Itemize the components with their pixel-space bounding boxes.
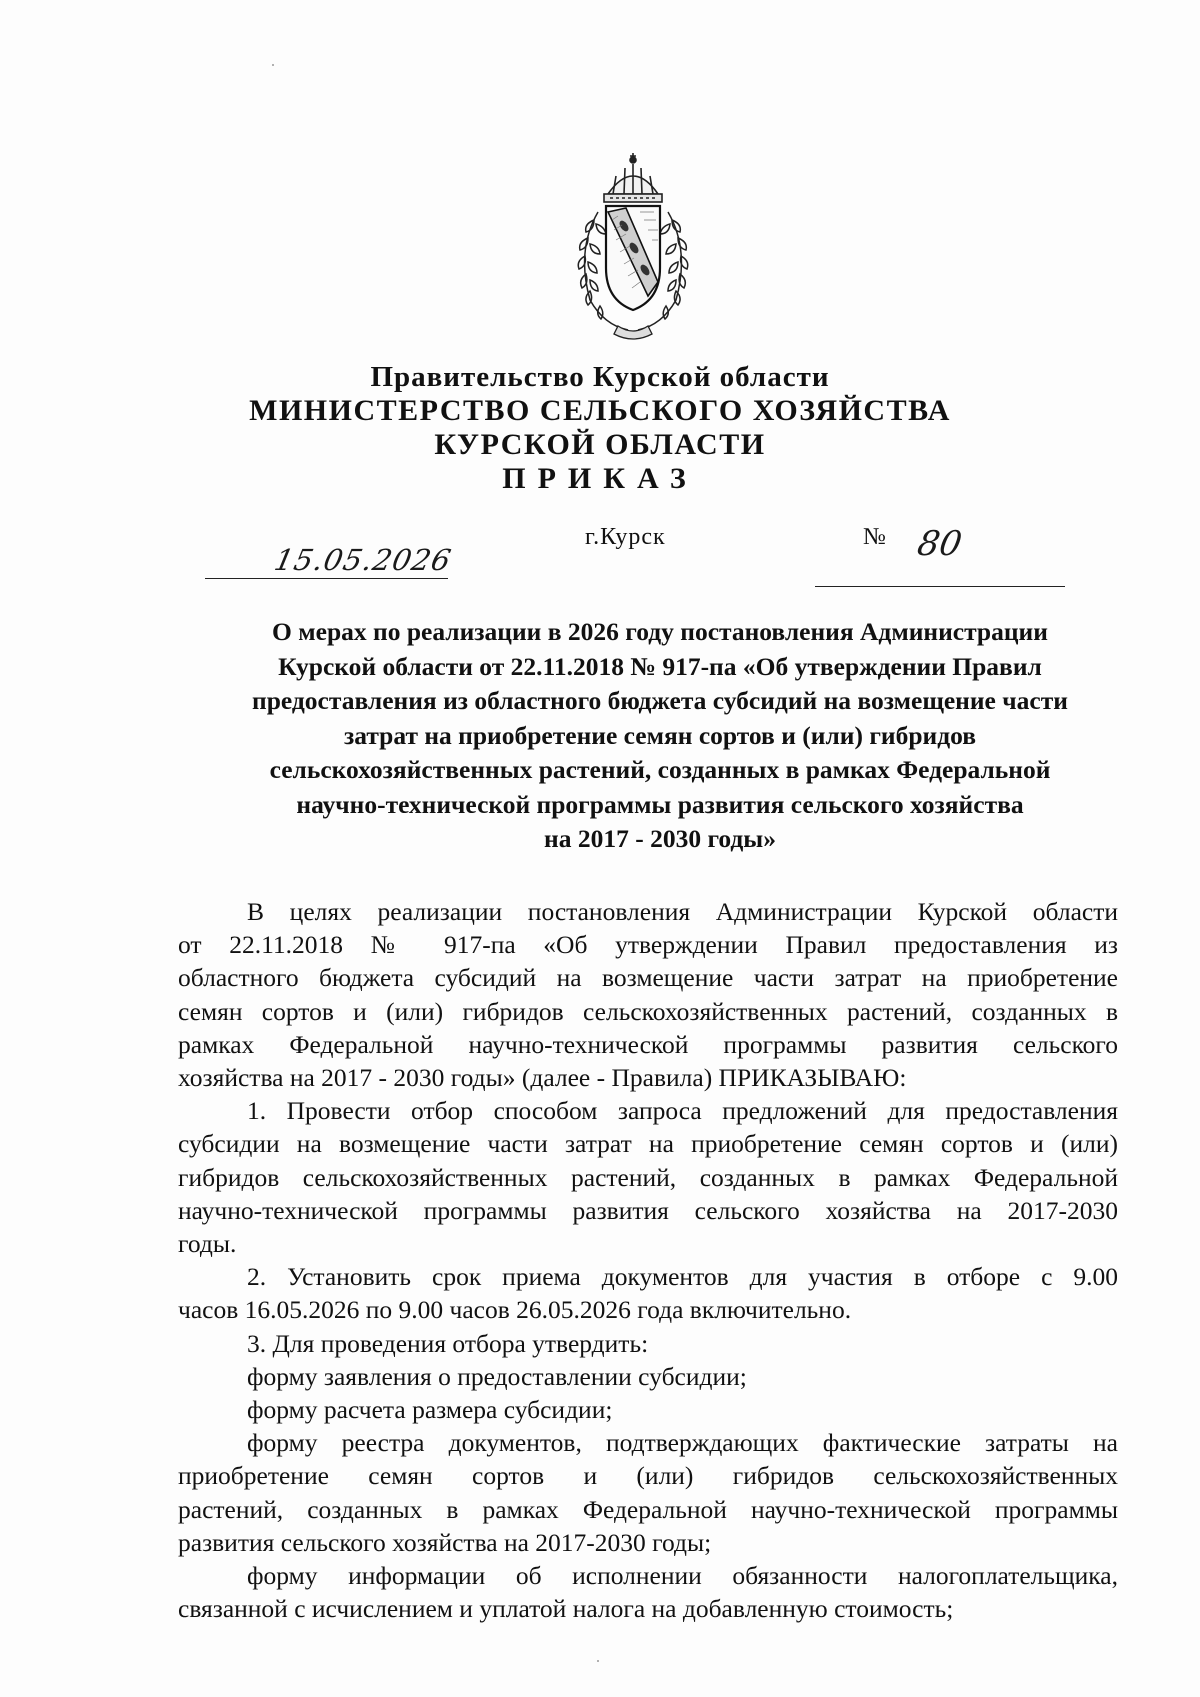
text-line: 1. Провести отбор способом запроса предложений для предоставления	[247, 1096, 1118, 1126]
title-line: Курской области от 22.11.2018 № 917-па «Об утверждении Правил	[278, 651, 1042, 681]
text-line: годы.	[178, 1229, 237, 1259]
item-2-paragraph	[178, 1260, 1118, 1326]
title-line: предоставления из областного бюджета субсидий на возмещение части	[252, 686, 1068, 715]
form-4-paragraph	[178, 1559, 1118, 1625]
text-line: от 22.11.2018 № 917-па «Об утверждении Правил предоставления из	[178, 930, 1118, 960]
text-line: субсидии на возмещение части затрат на приобретение семян сортов и (или)	[178, 1129, 1118, 1159]
form-3-paragraph	[178, 1426, 1118, 1559]
text-line: научно-технической программы развития сельского хозяйства на 2017-2030	[178, 1195, 1118, 1225]
text-line: 3. Для проведения отбора утвердить:	[247, 1328, 649, 1358]
text-line: семян сортов и (или) гибридов сельскохозяйственных растений, созданных в	[178, 996, 1118, 1026]
title-line: сельскохозяйственных растений, созданных в рамках Федеральной	[269, 755, 1051, 784]
document-body	[178, 895, 1118, 1625]
item-1-paragraph	[178, 1094, 1118, 1260]
title-line: научно-технической программы развития сельского хозяйства	[296, 789, 1024, 819]
handwritten-date: 15.05.2026	[271, 543, 455, 577]
handwritten-number: 80	[914, 524, 965, 564]
government-name: Правительство Курской области	[370, 361, 830, 393]
text-line: рамках Федеральной научно-технической программы развития сельского	[178, 1029, 1118, 1059]
text-line: гибридов сельскохозяйственных растений, созданных в рамках Федеральной	[178, 1162, 1118, 1192]
scan-speck	[597, 1660, 599, 1662]
text-line: развития сельского хозяйства на 2017-2030 годы;	[178, 1527, 712, 1557]
number-label: №	[863, 524, 886, 550]
text-line: хозяйства на 2017 - 2030 годы» (далее - Правила) ПРИКАЗЫВАЮ:	[178, 1063, 907, 1093]
text-line: приобретение семян сортов и (или) гибридов сельскохозяйственных	[178, 1461, 1118, 1491]
text-line: 2. Установить срок приема документов для участия в отборе с 9.00	[247, 1262, 1118, 1292]
form-2-paragraph	[178, 1393, 1118, 1426]
text-line: В целях реализации постановления Администрации Курской области	[247, 897, 1118, 926]
ministry-region: КУРСКОЙ ОБЛАСТИ	[434, 428, 766, 461]
form-1-paragraph	[178, 1360, 1118, 1393]
text-line: часов 16.05.2026 по 9.00 часов 26.05.2026 года включительно.	[178, 1295, 852, 1325]
text-line: связанной с исчислением и уплатой налога на добавленную стоимость;	[178, 1594, 954, 1624]
preamble-paragraph	[178, 895, 1118, 1094]
text-line: растений, созданных в рамках Федеральной научно-технической программы	[178, 1494, 1118, 1524]
title-line: О мерах по реализации в 2026 году постановления Администрации	[272, 617, 1048, 646]
city: г.Курск	[585, 524, 666, 550]
kursk-coat-of-arms-icon	[568, 150, 698, 340]
text-line: форму заявления о предоставлении субсидии;	[247, 1361, 747, 1391]
ministry-name: МИНИСТЕРСТВО СЕЛЬСКОГО ХОЗЯЙСТВА	[249, 394, 951, 427]
text-line: форму реестра документов, подтверждающих фактические затраты на	[247, 1428, 1118, 1458]
date-field	[205, 538, 455, 579]
text-line: областного бюджета субсидий на возмещение части затрат на приобретение	[178, 963, 1118, 993]
title-line: на 2017 - 2030 годы»	[544, 824, 776, 853]
document-title	[195, 615, 1125, 857]
title-line: затрат на приобретение семян сортов и (или) гибридов	[344, 720, 976, 750]
text-line: форму расчета размера субсидии;	[247, 1395, 613, 1425]
scan-speck	[272, 64, 274, 66]
document-type: ПРИКАЗ	[502, 462, 698, 495]
item-3-paragraph	[178, 1327, 1118, 1360]
text-line: форму информации об исполнении обязанности налогоплательщика,	[247, 1561, 1118, 1591]
